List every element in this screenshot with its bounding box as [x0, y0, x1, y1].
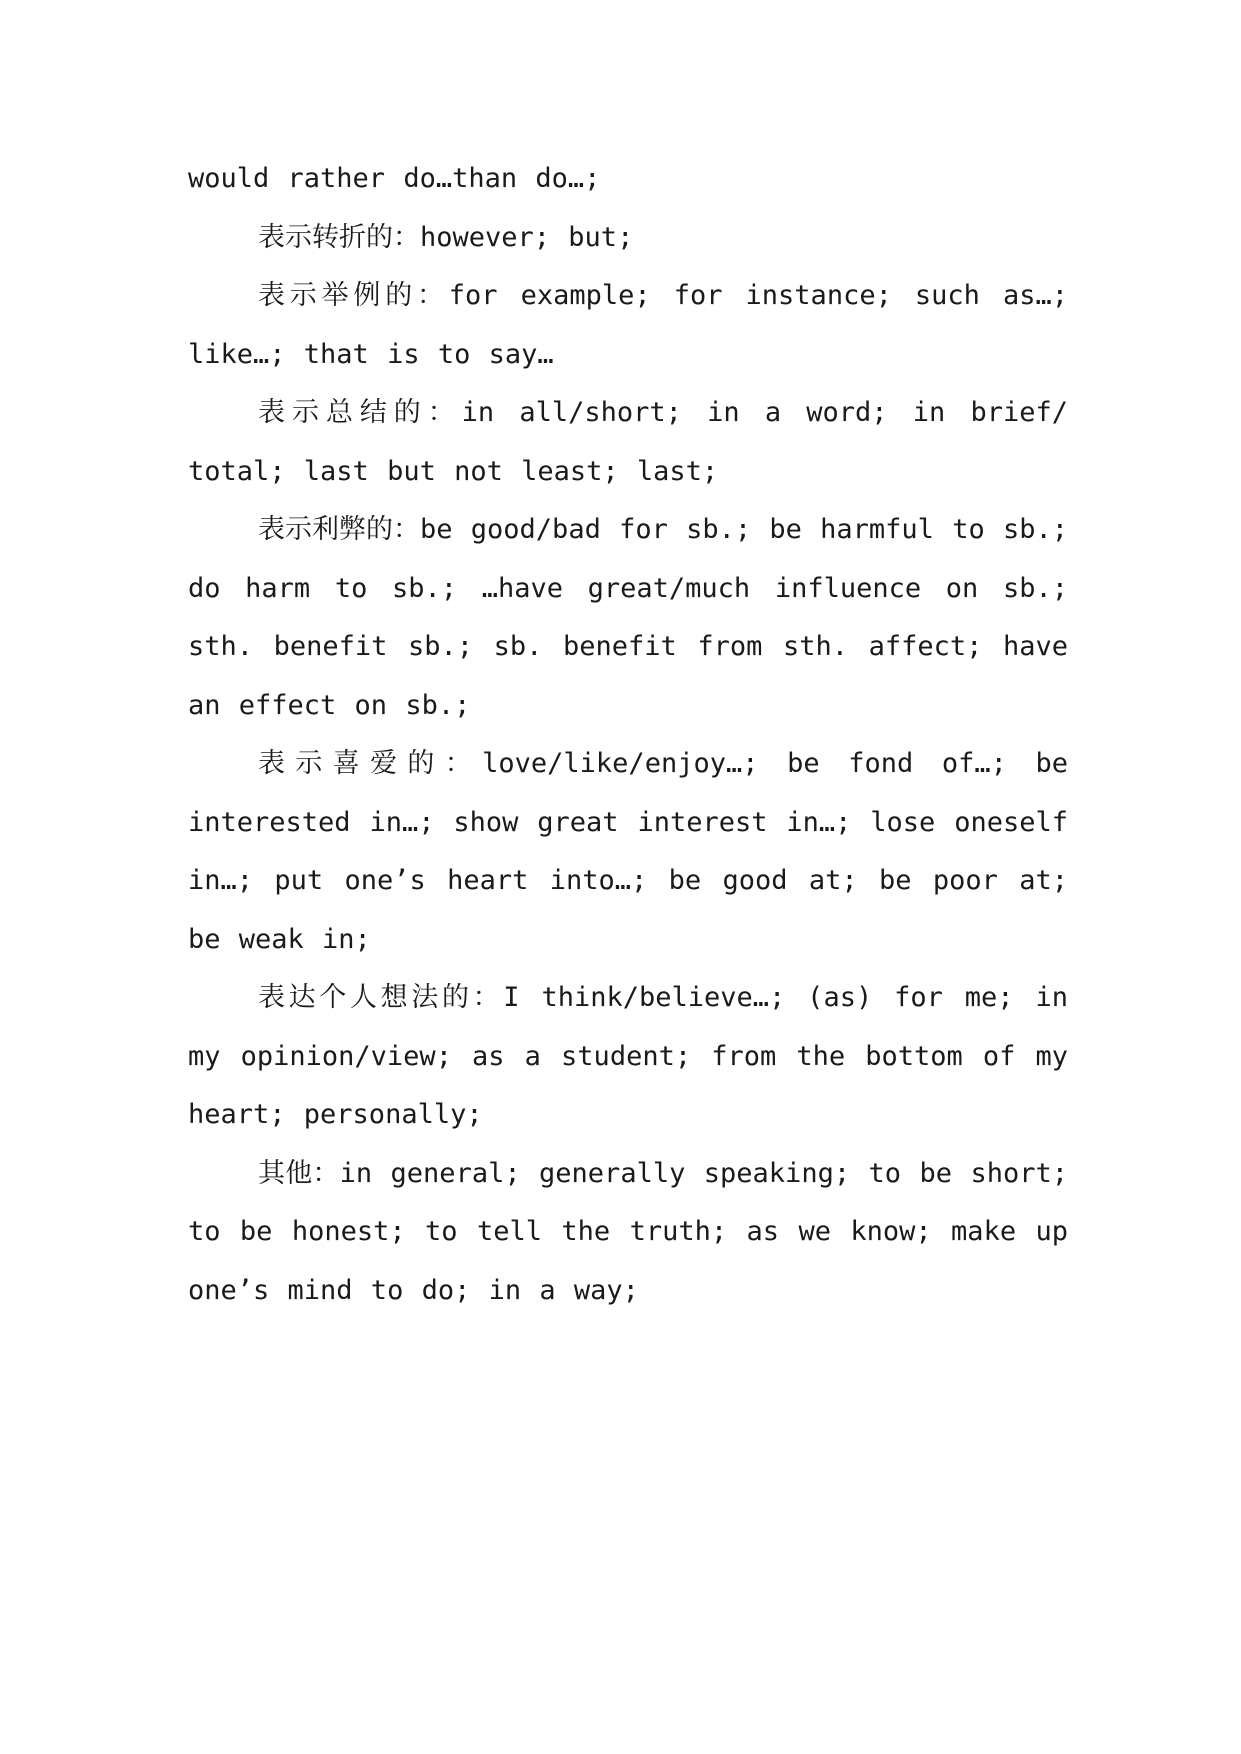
- paragraph-examples: 表示举例的：for example; for instance; such as…; like…; that is to say…: [188, 280, 1068, 370]
- paragraph-pros-cons: 表示利弊的：be good/bad for sb.; be harmful to sb.; do harm to sb.; …have great/much influence on sb.; sth. benefit sb.; sb. benefit from sth. affect; have an effect on sb.;: [188, 514, 1068, 721]
- paragraph-continuation: would rather do…than do…;: [188, 163, 601, 194]
- document-body: [188, 150, 1068, 1320]
- paragraph-likes: 表示喜爱的：love/like/enjoy…; be fond of…; be interested in…; show great interest in…; lose oneself in…; put one’s heart into…; be good at; be poor at; be weak in;: [188, 748, 1068, 955]
- paragraph-opinion: 表达个人想法的：I think/believe…; (as) for me; in my opinion/view; as a student; from the bottom of my heart; personally;: [188, 982, 1068, 1130]
- paragraph-contrast: 表示转折的：however; but;: [258, 221, 634, 253]
- paragraph-summary: 表示总结的：in all/short; in a word; in brief/ total; last but not least; last;: [188, 397, 1068, 487]
- paragraph-others: 其他：in general; generally speaking; to be short; to be honest; to tell the truth; as we know; make up one’s mind to do; in a way;: [188, 1157, 1068, 1306]
